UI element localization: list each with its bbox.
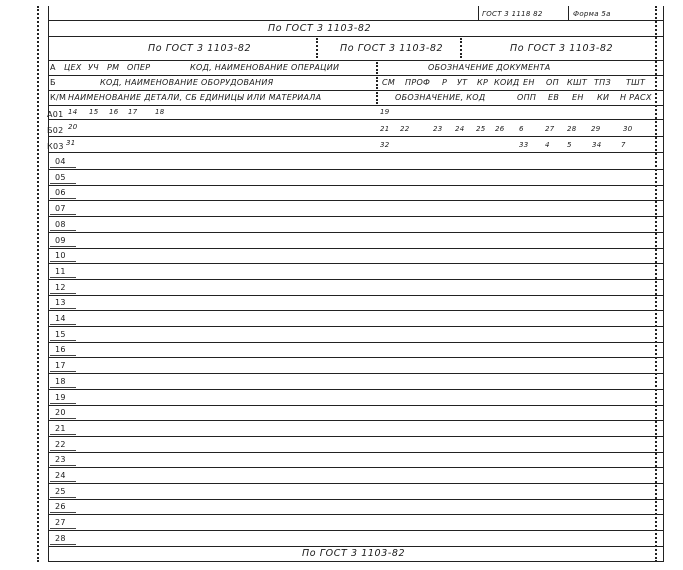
row-km-en: ЕН <box>572 93 584 102</box>
sub-divider-1 <box>316 38 318 58</box>
line-number-underline <box>50 230 76 231</box>
line-number-label: 28 <box>55 533 66 543</box>
line-number-underline <box>50 544 76 545</box>
line-number-label: 06 <box>55 188 66 198</box>
row-b-ut: УТ <box>457 78 468 87</box>
row-a01-bottom <box>48 119 663 120</box>
sub-title-right: По ГОСТ 3 1103-82 <box>510 43 614 54</box>
line-number-underline <box>50 340 76 341</box>
row-a-operation-name: КОД, НАИМЕНОВАНИЕ ОПЕРАЦИИ <box>190 63 340 72</box>
sub-divider-2 <box>460 38 462 58</box>
line-row-border <box>48 467 663 468</box>
line-number-label: 12 <box>55 282 66 292</box>
row-k03-num: 32 <box>380 141 390 149</box>
row-b02-num: 30 <box>623 125 633 133</box>
sub-title-bottom <box>48 60 663 61</box>
line-number-underline <box>50 214 76 215</box>
line-number-underline <box>50 403 76 404</box>
row-b02-num: 28 <box>567 125 577 133</box>
row-k03-num: 5 <box>567 141 572 149</box>
row-b02-num: 24 <box>455 125 465 133</box>
line-number-label: 15 <box>55 329 66 339</box>
row-b-cm: СМ <box>382 78 396 87</box>
line-row-border <box>48 389 663 390</box>
row-b-r: Р <box>442 78 448 87</box>
line-number-underline <box>50 434 76 435</box>
sub-title-left: По ГОСТ 3 1103-82 <box>148 43 252 54</box>
line-number-label: 21 <box>55 423 66 433</box>
row-a01-label: А01 <box>47 110 64 119</box>
line-row-border <box>48 200 663 201</box>
row-b-tpz: ТПЗ <box>594 78 611 87</box>
line-row-border <box>48 169 663 170</box>
bottom-border <box>48 561 663 562</box>
row-b-kr: КР <box>477 78 489 87</box>
line-number-underline <box>50 497 76 498</box>
line-number-underline <box>50 183 76 184</box>
row-k03-num: 4 <box>545 141 550 149</box>
line-number-label: 05 <box>55 172 66 182</box>
row-km-ev: ЕВ <box>548 93 560 102</box>
line-number-underline <box>50 261 76 262</box>
row-k03-num: 33 <box>519 141 529 149</box>
line-row-border <box>48 546 663 547</box>
line-row-border <box>48 436 663 437</box>
row-a01-num: 15 <box>89 108 99 116</box>
row-a-bottom <box>48 75 663 76</box>
line-number-label: 16 <box>55 345 66 355</box>
line-number-underline <box>50 528 76 529</box>
line-row-border <box>48 373 663 374</box>
row-km-nrash: Н РАСХ <box>620 93 652 102</box>
line-row-border <box>48 357 663 358</box>
line-number-label: 22 <box>55 439 66 449</box>
row-k03-bottom <box>48 152 663 153</box>
row-a-workshop: ЦЕХ <box>64 63 82 72</box>
line-row-border <box>48 263 663 264</box>
row-b-op: ОП <box>546 78 559 87</box>
row-b-prefix: Б <box>50 78 56 87</box>
row-b02-num: 21 <box>380 125 390 133</box>
line-number-label: 07 <box>55 204 66 214</box>
line-number-underline <box>50 355 76 356</box>
line-number-underline <box>50 512 76 513</box>
line-number-underline <box>50 324 76 325</box>
row-k03-num: 7 <box>621 141 626 149</box>
line-number-underline <box>50 246 76 247</box>
row-k03-label: К03 <box>47 142 64 151</box>
row-a01-num: 16 <box>109 108 119 116</box>
row-b-prof: ПРОФ <box>405 78 431 87</box>
row-a-section: УЧ <box>88 63 99 72</box>
line-number-label: 26 <box>55 502 66 512</box>
row-b-en: ЕН <box>523 78 535 87</box>
line-number-underline <box>50 198 76 199</box>
line-row-border <box>48 326 663 327</box>
form-label-divider <box>568 6 569 20</box>
line-row-border <box>48 483 663 484</box>
line-number-label: 23 <box>55 455 66 465</box>
line-number-underline <box>50 418 76 419</box>
row-a01-num: 14 <box>68 108 78 116</box>
row-b-divider <box>376 77 378 89</box>
row-b-tsht: ТШТ <box>626 78 646 87</box>
row-a01-num: 17 <box>128 108 138 116</box>
line-number-label: 18 <box>55 376 66 386</box>
row-a-operation: ОПЕР <box>127 63 151 72</box>
line-number-underline <box>50 167 76 168</box>
line-number-underline <box>50 387 76 388</box>
line-row-border <box>48 420 663 421</box>
row-b02-num: 25 <box>476 125 486 133</box>
line-number-label: 10 <box>55 251 66 261</box>
row-km-opp: ОПП <box>517 93 537 102</box>
row-a-divider <box>376 62 378 74</box>
line-row-border <box>48 530 663 531</box>
line-number-label: 14 <box>55 314 66 323</box>
line-number-label: 20 <box>55 408 66 418</box>
line-number-label: 17 <box>55 361 66 371</box>
line-number-underline <box>50 277 76 278</box>
line-row-border <box>48 452 663 453</box>
line-row-border <box>48 248 663 249</box>
line-row-border <box>48 342 663 343</box>
row-a01-num: 18 <box>155 108 165 116</box>
row-km-name: НАИМЕНОВАНИЕ ДЕТАЛИ, СБ ЕДИНИЦЫ ИЛИ МАТЕРИАЛА <box>68 93 322 102</box>
line-number-label: 27 <box>55 518 66 528</box>
row-km-bottom <box>48 105 663 106</box>
line-row-border <box>48 232 663 233</box>
line-row-border <box>48 279 663 280</box>
row-b02-num: 6 <box>519 125 524 133</box>
form-label: Форма 5а <box>573 10 611 18</box>
title-underline <box>48 36 663 37</box>
line-row-border <box>48 310 663 311</box>
line-number-label: 25 <box>55 486 66 496</box>
row-b02-label: Б02 <box>47 126 64 135</box>
row-b-bottom <box>48 90 663 91</box>
line-number-label: 24 <box>55 471 66 480</box>
line-number-label: 04 <box>55 157 66 166</box>
line-row-border <box>48 295 663 296</box>
top-title: По ГОСТ 3 1103-82 <box>268 23 372 34</box>
row-b02-num: 20 <box>68 123 78 131</box>
line-number-underline <box>50 371 76 372</box>
line-number-label: 09 <box>55 235 66 245</box>
footer-title: По ГОСТ 3 1103-82 <box>302 548 406 559</box>
line-row-border <box>48 514 663 515</box>
line-number-label: 11 <box>55 266 66 276</box>
gost-ref-label: ГОСТ 3 1118 82 <box>482 10 543 18</box>
row-b-equipment: КОД, НАИМЕНОВАНИЕ ОБОРУДОВАНИЯ <box>100 78 274 87</box>
row-b-ksht: КШТ <box>567 78 588 87</box>
line-number-label: 13 <box>55 298 66 308</box>
row-k03-num: 34 <box>592 141 602 149</box>
row-km-code: ОБОЗНАЧЕНИЕ, КОД <box>395 93 486 102</box>
row-b02-num: 27 <box>545 125 555 133</box>
line-number-underline <box>50 465 76 466</box>
row-a-document: ОБОЗНАЧЕНИЕ ДОКУМЕНТА <box>428 63 551 72</box>
row-km-prefix: К/М <box>50 93 67 102</box>
gost-ref-divider <box>478 6 479 20</box>
row-a-workplace: РМ <box>107 63 120 72</box>
line-number-underline <box>50 308 76 309</box>
top-border <box>48 20 663 21</box>
line-row-border <box>48 499 663 500</box>
line-number-underline <box>50 481 76 482</box>
row-b02-num: 29 <box>591 125 601 133</box>
row-b02-num: 22 <box>400 125 410 133</box>
row-b02-num: 23 <box>433 125 443 133</box>
left-dotted-border <box>37 6 39 562</box>
row-k03-num: 31 <box>66 139 76 147</box>
row-b-koid: КОИД <box>494 78 520 87</box>
row-b02-bottom <box>48 136 663 137</box>
line-row-border <box>48 405 663 406</box>
line-number-underline <box>50 293 76 294</box>
right-margin-line <box>663 6 664 562</box>
line-number-label: 08 <box>55 219 66 229</box>
line-row-border <box>48 216 663 217</box>
line-number-label: 19 <box>55 392 66 402</box>
line-number-underline <box>50 450 76 451</box>
row-a01-num: 19 <box>380 108 390 116</box>
row-km-ki: КИ <box>597 93 610 102</box>
line-row-border <box>48 185 663 186</box>
row-b02-num: 26 <box>495 125 505 133</box>
row-a-prefix: А <box>50 63 56 72</box>
sub-title-mid: По ГОСТ 3 1103-82 <box>340 43 444 54</box>
row-km-divider <box>376 92 378 104</box>
